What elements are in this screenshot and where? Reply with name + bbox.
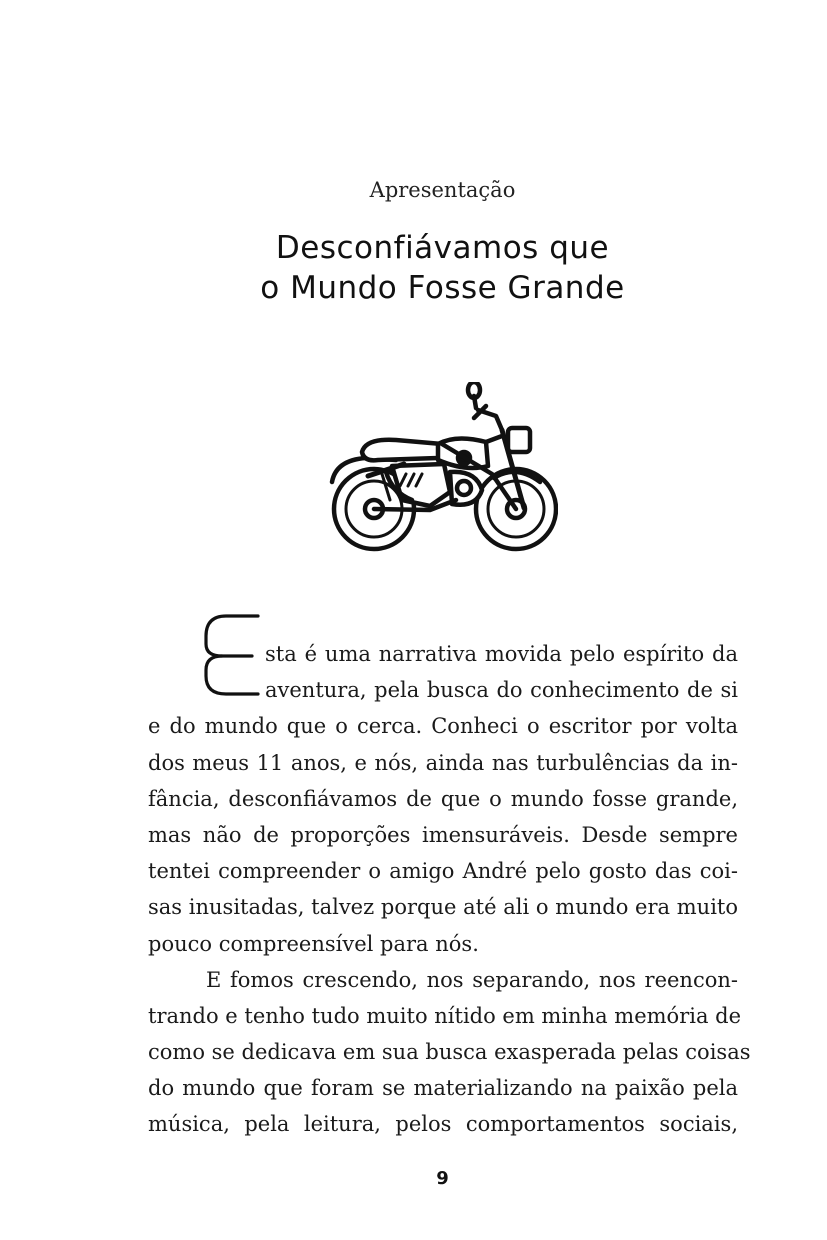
paragraph-1-line-4: dos meus 11 anos, e nós, ainda nas turbulências da in- [148, 750, 738, 775]
chapter-title [0, 228, 827, 308]
paragraph-2-line-2: trando e tenho tudo muito nítido em minha memória de [148, 1003, 742, 1028]
chapter-title-line-2: o Mundo Fosse Grande [260, 270, 625, 306]
paragraph-1-line-6: mas não de proporções imensuráveis. Desde sempre [148, 822, 738, 847]
paragraph-1-line-5: fância, desconfiávamos de que o mundo fosse grande, [148, 786, 738, 811]
paragraph-2-line-3: como se dedicava em sua busca exasperada pelas coisas [148, 1040, 751, 1065]
paragraph-2-line-5: música, pela leitura, pelos comportamentos sociais, [148, 1112, 738, 1137]
paragraph-2-line-1: E fomos crescendo, nos separando, nos reencon- [206, 967, 738, 992]
paragraph-1-line-2: aventura, pela busca do conhecimento de si [265, 678, 738, 703]
chapter-kicker: Apresentação [369, 178, 516, 202]
body-text [148, 636, 751, 1143]
paragraph-1-line-3: e do mundo que o cerca. Conheci o escritor por volta [148, 714, 738, 739]
paragraph-1-line-7: tentei compreender o amigo André pelo gosto das coi- [148, 859, 738, 884]
paragraph-2-line-4: do mundo que foram se materializando na paixão pela [148, 1076, 738, 1101]
paragraph-1-line-1: sta é uma narrativa movida pelo espírito da [265, 642, 738, 666]
paragraph-1-line-8: sas inusitadas, talvez porque até ali o mundo era muito [148, 895, 738, 920]
motorcycle-icon [326, 382, 558, 554]
chapter-title-line-1: Desconfiávamos que [275, 230, 610, 266]
page-number: 9 [436, 1168, 449, 1189]
paragraph-1-line-9: pouco compreensível para nós. [148, 931, 479, 956]
